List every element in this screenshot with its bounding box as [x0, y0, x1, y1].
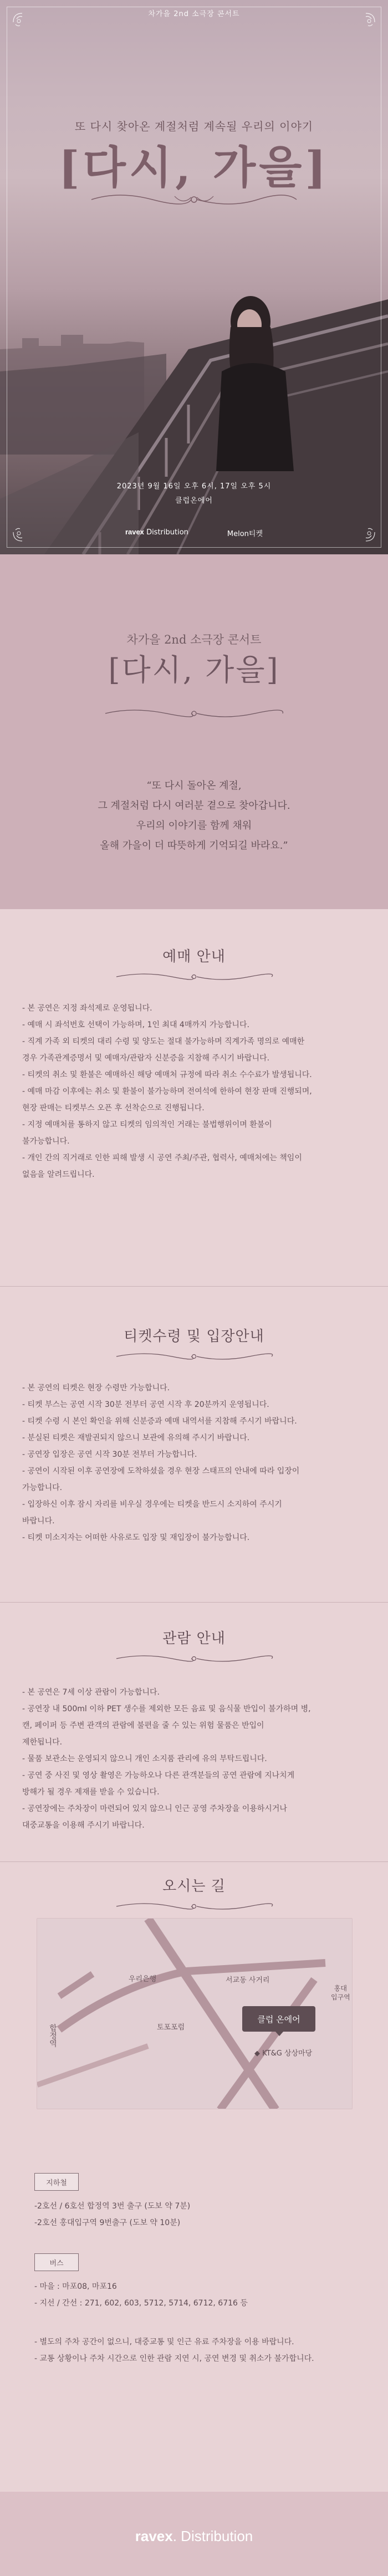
map-label-toporum: 토포포럼 — [157, 2023, 185, 2032]
intro-message-line: 그 계절처럼 다시 여러분 곁으로 찾아갑니다. — [98, 800, 290, 812]
venue-pin: 클럽 온에어 — [242, 2006, 315, 2032]
directions-notes: - 별도의 주차 공간이 없으니, 대중교통 및 인근 유료 주차장을 이용 바랍니다. - 교통 상황이나 주차 시간으로 인한 관람 지연 시, 공연 변경 및 취소가 불가합니다. — [34, 2338, 314, 2363]
ticket-list — [22, 1380, 366, 1546]
subway-label: 지하철 — [34, 2173, 79, 2191]
list-item: - 예매 마감 이후에는 취소 및 환불이 불가능하며 전여석에 한하여 현장 판매 진행되며, 현장 판매는 티켓부스 오픈 후 선착순으로 진행됩니다. — [22, 1087, 312, 1113]
footer-ravex-logo: ravex. Distribution — [135, 2528, 253, 2544]
list-item: - 공연장 입장은 공연 시작 30분 전부터 가능합니다. — [22, 1450, 197, 1459]
intro-message — [0, 776, 388, 856]
hero-subtitle: 또 다시 찾아온 계절처럼 계속될 우리의 이야기 — [74, 120, 314, 133]
list-item: - 지정 예매처를 통하지 않고 티켓의 임의적인 거래는 불법행위이며 환불이 불가능합니다. — [22, 1120, 272, 1146]
section-divider — [0, 1286, 388, 1287]
divider-ornament-icon — [111, 970, 277, 983]
hero-date: 2023년 9월 16일 오후 6시, 17일 오후 5시 — [116, 482, 272, 491]
list-item: - 티켓 미소지자는 어떠한 사유로도 입장 및 재입장이 불가능합니다. — [22, 1533, 250, 1542]
location-map — [37, 1918, 353, 2109]
divider-ornament-icon — [111, 1652, 277, 1665]
list-item: - 본 공연은 지정 좌석제로 운영됩니다. — [22, 1004, 152, 1013]
hero-banner — [0, 0, 388, 554]
list-item: - 티켓 수령 시 본인 확인을 위해 신분증과 예매 내역서를 지참해 주시기 바랍니다. — [22, 1417, 297, 1426]
intro-title: [다시, 가을] — [108, 652, 280, 687]
list-item: - 공연장에는 주차장이 마련되어 있지 않으니 인근 공영 주차장을 이용하시거나 대중교통을 이용해 주시기 바랍니다. — [22, 1804, 287, 1830]
list-item: - 개인 간의 직거래로 인한 피해 발생 시 공연 주최/주관, 협력사, 예매처에는 책임이 없음을 알려드립니다. — [22, 1154, 302, 1179]
hero-top-caption: 차가을 2nd 소극장 콘서트 — [148, 10, 240, 18]
ravex-logo: ravex Distribution — [125, 528, 188, 537]
melon-ticket-logo: Melon티켓 — [227, 530, 263, 538]
directions-section — [0, 1875, 388, 1913]
map-label-seogyo: 서교동 사거리 — [226, 1976, 270, 1985]
subway-info: -2호선 / 6호선 합정역 3번 출구 (도보 약 7분) -2호선 홍대입구역 9번출구 (도보 약 10분) — [34, 2202, 191, 2227]
list-item: - 본 공연은 7세 이상 관람이 가능합니다. — [22, 1688, 160, 1697]
map-label-woori-bank: 우리은행 — [129, 1975, 157, 1983]
hero-logo-bar — [0, 528, 388, 538]
section-heading: 예매 안내 — [162, 948, 226, 965]
list-item: - 입장하신 이후 잠시 자리를 비우실 경우에는 티켓을 반드시 소지하여 주시기 바랍니다. — [22, 1500, 282, 1526]
reservation-section — [0, 945, 388, 1183]
list-item: - 분실된 티켓은 재발권되지 않으니 보관에 유의해 주시기 바랍니다. — [22, 1434, 250, 1442]
list-item: - 공연장 내 500ml 이하 PET 생수를 제외한 모든 음료 및 음식물 반입이 불가하며 병, 캔, 페이퍼 등 주변 관객의 관람에 불편을 줄 수 있는 위험 물품은 반입이 제한됩니다. — [22, 1705, 311, 1747]
viewing-section — [0, 1627, 388, 1834]
divider-ornament-icon — [100, 705, 288, 722]
intro-message-line: 우리의 이야기를 함께 채워 — [136, 820, 252, 832]
map-label-hapjeong: 합정역 — [48, 2024, 57, 2047]
hero-venue: 클럽온에어 — [175, 497, 213, 505]
intro-concert-name: 차가을 2nd 소극장 콘서트 — [126, 633, 262, 646]
ticket-section — [0, 1325, 388, 1546]
divider-ornament-icon — [111, 1350, 277, 1363]
flourish-ornament-icon — [86, 188, 302, 211]
map-label-ktg: ◆ KT&G 상상마당 — [254, 2049, 313, 2058]
section-heading: 오시는 길 — [162, 1878, 226, 1895]
section-divider — [0, 1602, 388, 1603]
list-item: - 직계 가족 외 티켓의 대리 수령 및 양도는 절대 불가능하며 직계가족 명의로 예매한 경우 가족관계증명서 및 예매자/관람자 신분증을 지참해 주시기 바랍니다. — [22, 1037, 305, 1063]
hero-frame — [7, 7, 381, 548]
list-item: - 물품 보관소는 운영되지 않으니 개인 소지품 관리에 유의 부탁드립니다. — [22, 1754, 267, 1763]
divider-ornament-icon — [111, 1900, 277, 1913]
reservation-list — [22, 1000, 366, 1183]
viewing-list — [22, 1684, 366, 1834]
bus-info: - 마을 : 마포08, 마포16 - 지선 / 간선 : 271, 602, 603, 5712, 5714, 6712, 6716 등 — [34, 2282, 248, 2308]
intro-section — [0, 554, 388, 909]
list-item: - 예매 시 좌석번호 선택이 가능하며, 1인 최대 4매까지 가능합니다. — [22, 1021, 249, 1029]
list-item: - 티켓 부스는 공연 시작 30분 전부터 공연 시작 후 20분까지 운영됩니다. — [22, 1400, 269, 1409]
list-item: - 티켓의 취소 및 환불은 예매하신 해당 예매처 규정에 따라 취소 수수료가 발생됩니다. — [22, 1070, 312, 1079]
list-item: - 공연이 시작된 이후 공연장에 도착하셨을 경우 현장 스태프의 안내에 따라 입장이 가능합니다. — [22, 1467, 300, 1492]
intro-message-line: “또 다시 돌아온 계절, — [146, 780, 242, 792]
bus-label: 버스 — [34, 2253, 79, 2271]
section-heading: 티켓수령 및 입장안내 — [124, 1328, 264, 1345]
intro-message-line: 올해 가을이 더 따뜻하게 기억되길 바라요.” — [100, 840, 288, 851]
hero-title: [다시, 가을] — [58, 141, 330, 193]
list-item: - 공연 중 사진 및 영상 촬영은 가능하오나 다른 관객분들의 공연 관람에 지나치게 방해가 될 경우 제재를 받을 수 있습니다. — [22, 1771, 295, 1797]
map-label-hongdae: 홍대 입구역 — [331, 1985, 350, 2001]
section-divider — [0, 1861, 388, 1862]
section-heading: 관람 안내 — [162, 1630, 226, 1647]
list-item: - 본 공연의 티켓은 현장 수령만 가능합니다. — [22, 1384, 170, 1392]
